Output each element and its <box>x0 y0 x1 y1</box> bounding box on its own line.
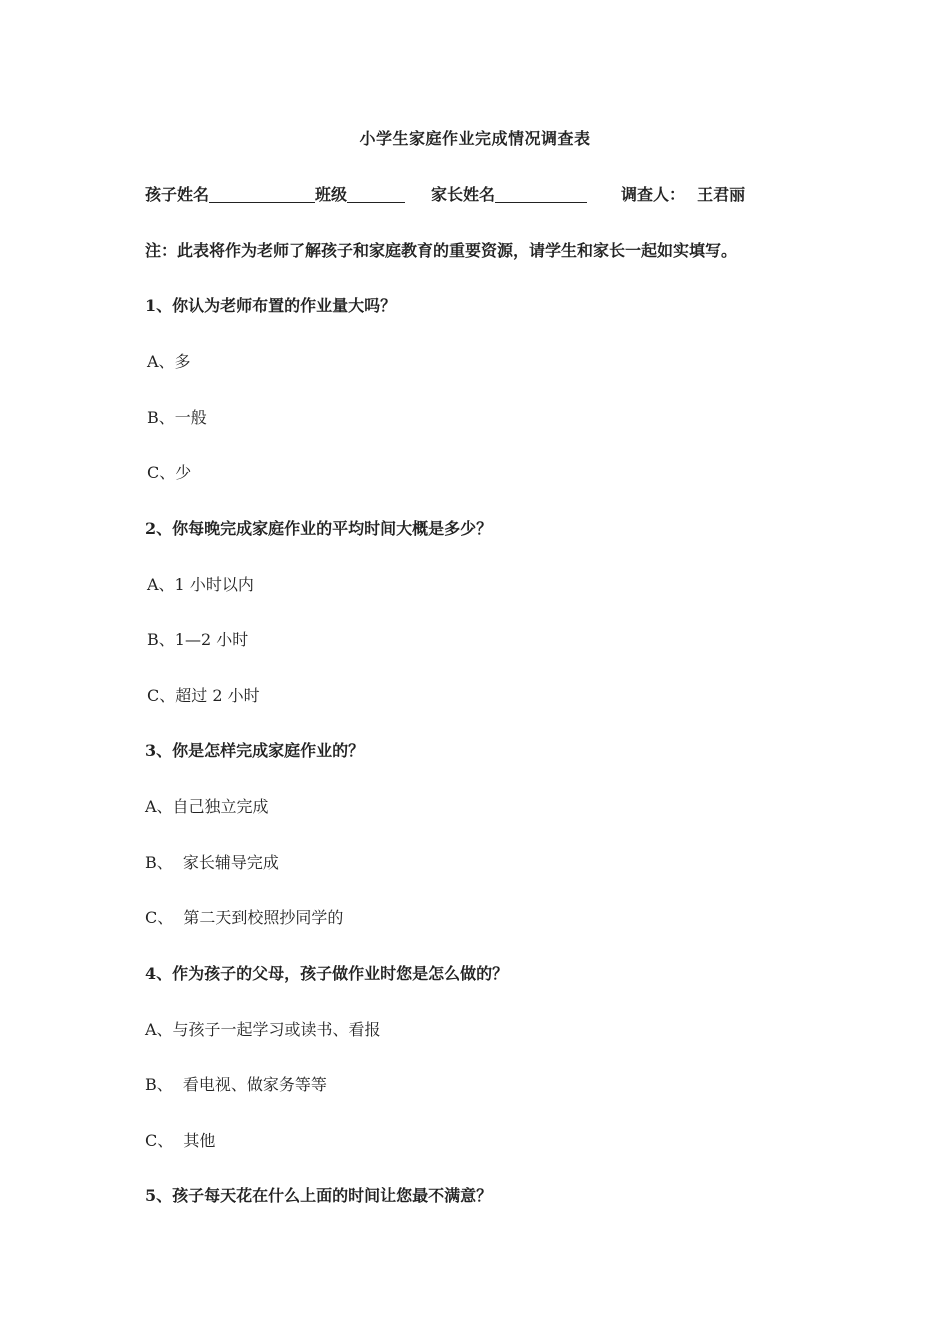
surveyor-label: 调查人： <box>621 185 686 204</box>
q3-option-a: A、自己独立完成 <box>145 797 269 816</box>
q3-option-c: C、 第二天到校照抄同学的 <box>145 908 344 927</box>
q1-option-a: A、多 <box>147 352 191 371</box>
parent-name-label: 家长姓名 <box>431 185 496 204</box>
q2-option-a: A、1 小时以内 <box>147 575 254 594</box>
child-name-blank[interactable] <box>209 186 315 203</box>
q1-option-b: B、一般 <box>147 408 207 427</box>
q2-option-b: B、1—2 小时 <box>147 630 249 649</box>
question-2: 2、你每晚完成家庭作业的平均时间大概是多少？ <box>145 519 493 538</box>
question-3: 3、你是怎样完成家庭作业的？ <box>145 741 365 760</box>
surveyor-name: 王君丽 <box>697 185 746 204</box>
q4-option-a: A、与孩子一起学习或读书、看报 <box>145 1020 381 1039</box>
question-5: 5、孩子每天花在什么上面的时间让您最不满意？ <box>145 1186 493 1205</box>
q2-option-c: C、超过 2 小时 <box>147 686 260 705</box>
document-title: 小学生家庭作业完成情况调查表 <box>359 129 591 148</box>
q3-option-b: B、 家长辅导完成 <box>145 853 279 872</box>
q1-option-c: C、少 <box>147 463 192 482</box>
question-4: 4、作为孩子的父母，孩子做作业时您是怎么做的？ <box>145 964 509 983</box>
parent-name-blank[interactable] <box>495 186 587 203</box>
q4-option-c: C、 其他 <box>145 1131 216 1150</box>
info-row <box>145 182 745 205</box>
child-name-label: 孩子姓名 <box>145 185 210 204</box>
instruction-note: 注：此表将作为老师了解孩子和家庭教育的重要资源，请学生和家长一起如实填写。 <box>145 241 738 260</box>
class-blank[interactable] <box>347 186 405 203</box>
question-1: 1、你认为老师布置的作业量大吗？ <box>145 296 397 315</box>
class-label: 班级 <box>315 185 348 204</box>
q4-option-b: B、 看电视、做家务等等 <box>145 1075 327 1094</box>
